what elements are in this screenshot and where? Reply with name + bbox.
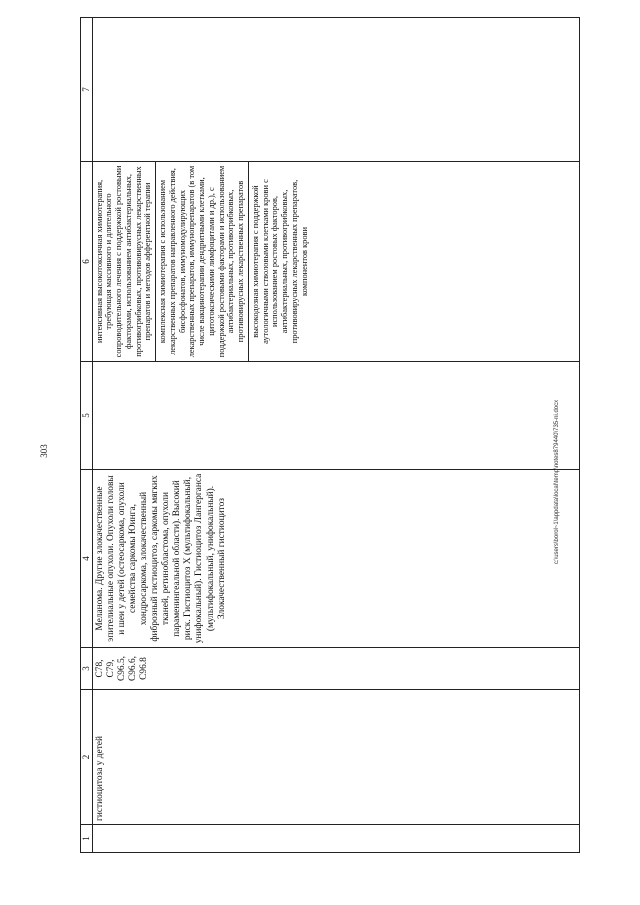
cell-treatment (92, 162, 579, 362)
table-row (92, 18, 579, 853)
col-header-5: 5 (81, 362, 93, 470)
col-header-7: 7 (81, 18, 93, 162)
page-number: 303 (39, 444, 49, 458)
treatment-item-3: высокодозная химиотерапия с поддержкой аутологичными стволовыми клетками крови с использованием ростовых факторов, антибактериальных, противогрибковых, противовирусных лекарственных препаратов, компонентов крови (248, 162, 310, 361)
cell-icd-codes: C78, C79, C96.5, C96.6, C96.8 (92, 648, 579, 690)
footer-path: c:\users\borol~1\appdata\local\temp\notes879440\735-ni.docx (554, 399, 560, 565)
cell-group-name: гистиоцитоза у детей (92, 690, 579, 825)
cell-diagnosis: Меланома. Другие злокачественные эпителиальные опухоли. Опухоли головы и шеи у детей (остеосаркома, опухоли семейства саркомы Юинга, хондросаркома, злокачественный фиброзный гистиоцитоз, саркомы мягких тканей, ретинобластома, опухоли параменингеальной области). Высокий риск. Гистиоцитоз Х (мультифокальный, унифокальный). Гистиоцитоз Лангерганса (мультифокальный, унифокальный). Злокачественный гистиоцитоз (92, 470, 579, 648)
col-header-6: 6 (81, 162, 93, 362)
col-header-4: 4 (81, 470, 93, 648)
treatment-item-1: интенсивная высокотоксичная химиотерапия, требующая массивного и длительного сопроводительного лечения с поддержкой ростовыми факторами, использованием антибактериальных, противогрибковых, противовирусных лекарственных препаратов и методов афферентной терапии (94, 165, 153, 358)
table-frame (80, 18, 580, 853)
col-header-3: 3 (81, 648, 93, 690)
cell-number (92, 825, 579, 853)
header-row (81, 18, 93, 853)
cell-method (92, 18, 579, 162)
rotated-table (80, 18, 580, 853)
treatment-item-2: комплексная химиотерапия с использованием лекарственных препаратов направленного действия, бисфосфонатов, иммуномодулирующих лекарственных препаратов, иммунопрепаратов (в том числе вакцинотерапии дендритными клетками, цитотоксическими лимфоцитами и др.), с поддержкой ростовыми факторами и использованием антибактериальных, противогрибковых, противовирусных лекарственных препаратов (155, 162, 246, 361)
treatment-table (80, 17, 580, 853)
cell-patient-model (92, 362, 579, 470)
col-header-1: 1 (81, 825, 93, 853)
col-header-2: 2 (81, 690, 93, 825)
